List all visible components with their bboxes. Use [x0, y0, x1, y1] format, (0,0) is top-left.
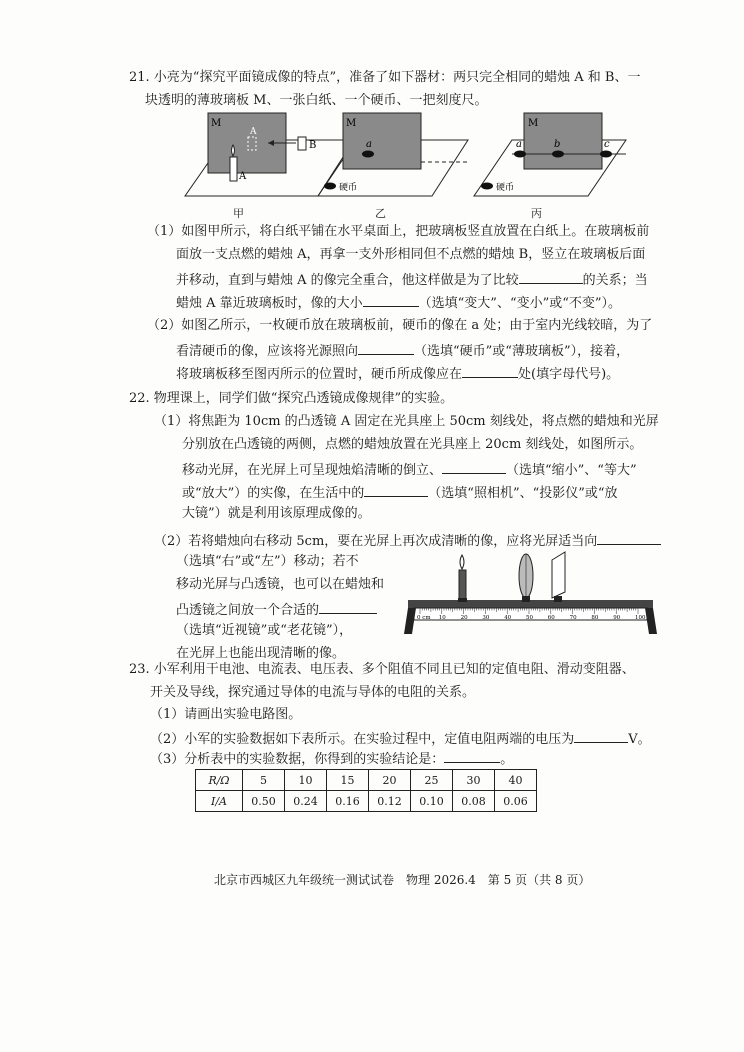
table-cell: 0.08: [453, 791, 495, 812]
ruler-tick-label: 80: [591, 615, 599, 621]
q22-part1-line4: 或“放大”）的实像，在生活中的 （选填“照相机”、“投影仪”或“放: [182, 486, 618, 501]
q22-part1-line5: 大镜”）就是利用该原理成像的。: [182, 506, 371, 521]
q23-part1: （1）请画出实验电路图。: [150, 707, 302, 722]
candle: [458, 555, 467, 602]
table-row: [196, 791, 537, 812]
page-footer: 北京市西城区九年级统一测试试卷 物理 2026.4 第 5 页（共 8 页）: [214, 873, 591, 887]
q21-part2-line3: 将玻璃板移至图丙所示的位置时，硬币所成像应在 处(填字母代号)。: [176, 367, 620, 382]
table-cell: 25: [411, 770, 453, 791]
figure-caption-jia: 甲: [233, 207, 244, 220]
point-label-c: c: [604, 139, 610, 150]
table-cell: 0.50: [243, 791, 285, 812]
answer-blank: [442, 461, 506, 474]
convex-lens: [519, 554, 533, 602]
coin-label: 硬币: [339, 183, 358, 193]
figure-caption-bing: 丙: [531, 207, 542, 220]
q23-stem-line2: 开关及导线，探究通过导体的电流与导体的电阻的关系。: [150, 685, 476, 700]
answer-blank: [597, 532, 661, 545]
q22-part1-line2: 分别放在凸透镜的两侧，点燃的蜡烛放置在光具座上 20cm 刻线处，如图所示。: [182, 437, 643, 452]
q22-part1-line1: （1）将焦距为 10cm 的凸透镜 A 固定在光具座上 50cm 刻线处，将点燃的蜡烛和光屏: [154, 414, 659, 429]
optical-bench-figure: [400, 548, 660, 638]
ruler-tick-label: 30: [482, 615, 490, 621]
ruler-tick-label: 20: [460, 615, 468, 621]
table-cell: 10: [285, 770, 327, 791]
mirror-experiment-figure: [0, 104, 744, 219]
table-cell: 5: [243, 770, 285, 791]
mirror-label-M: M: [346, 118, 357, 129]
table-row-label: I/A: [196, 791, 243, 812]
ruler-tick-label: 60: [547, 615, 555, 621]
point-label-a: a: [516, 139, 522, 150]
answer-blank: [364, 484, 428, 497]
table-cell: 0.24: [285, 791, 327, 812]
candle-label-A: A: [239, 171, 247, 182]
table-cell: 20: [369, 770, 411, 791]
ruler-tick-label: 50: [526, 615, 533, 621]
coin-label: 硬币: [496, 183, 515, 193]
q22-part2-line2: （选填“右”或“左”）移动；若不: [176, 554, 359, 569]
table-cell: 0.12: [369, 791, 411, 812]
point-label-b: b: [554, 139, 561, 150]
q22-part2-line3: 移动光屏与凸透镜，也可以在蜡烛和: [176, 577, 385, 592]
q22-stem: 22. 物理课上，同学们做“探究凸透镜成像规律”的实验。: [129, 391, 454, 406]
q22-part2-line4: 凸透镜之间放一个合适的: [176, 601, 377, 617]
table-cell: 30: [453, 770, 495, 791]
table-cell: 15: [327, 770, 369, 791]
table-row: [196, 770, 537, 791]
q21-stem-line2: 块透明的薄玻璃板 M、一张白纸、一个硬币、一把刻度尺。: [145, 93, 488, 108]
table-cell: 0.06: [495, 791, 537, 812]
mirror-label-M: M: [211, 118, 222, 129]
figure-bing: [474, 113, 626, 196]
light-screen: [552, 552, 565, 602]
table-row-label: R/Ω: [196, 770, 243, 791]
q22-part2-line1: （2）若将蜡烛向右移动 5cm，要在光屏上再次成清晰的像，应将光屏适当向: [154, 532, 661, 548]
q21-part1-line4: 蜡烛 A 靠近玻璃板时，像的大小 （选填“变大”、“变小”或“不变”）。: [176, 296, 622, 311]
table-cell: 0.10: [411, 791, 453, 812]
q21-part1-line1: （1）如图甲所示，将白纸平铺在水平桌面上，把玻璃板竖直放置在白纸上。在玻璃板前: [147, 224, 650, 239]
point-label-a: a: [366, 139, 372, 150]
figure-caption-yi: 乙: [375, 207, 386, 220]
answer-blank: [358, 342, 414, 355]
table-cell: 40: [495, 770, 537, 791]
q22-part2-line6: 在光屏上也能出现清晰的像。: [176, 646, 346, 661]
ruler-tick-label: 90: [613, 615, 621, 621]
ruler-tick-label: 70: [569, 615, 577, 621]
q21-stem-line1: 21. 小亮为“探究平面镜成像的特点”，准备了如下器材：两只完全相同的蜡烛 A 和 B、一: [129, 70, 641, 85]
q23-part3: （3）分析表中的实验数据，你得到的实验结论是： 。: [150, 752, 514, 767]
q23-part2: （2）小军的实验数据如下表所示。在实验过程中，定值电阻两端的电压为 V。: [150, 732, 651, 747]
q21-part2-line2: 看清硬币的像，应该将光源照向 （选填“硬币”或“薄玻璃板”），接着，: [176, 344, 630, 359]
resistance-current-table: [195, 769, 537, 812]
candle-label-B: B: [309, 140, 317, 151]
mirror-label-M: M: [528, 118, 539, 129]
q21-part1-line2: 面放一支点燃的蜡烛 A，再拿一支外形相同但不点燃的蜡烛 B，竖立在玻璃板后面: [176, 247, 646, 262]
ruler-tick-label: 0 cm: [417, 615, 431, 621]
figure-yi: [318, 113, 468, 196]
q21-part2-line1: （2）如图乙所示，一枚硬币放在玻璃板前，硬币的像在 a 处；由于室内光线较暗，为了: [147, 318, 653, 333]
answer-blank: [519, 271, 583, 284]
q21-part1-line3: 并移动，直到与蜡烛 A 的像完全重合，他这样做是为了比较 的关系；当: [176, 273, 648, 288]
q23-stem-line1: 23. 小军利用干电池、电流表、电压表、多个阻值不同且已知的定值电阻、滑动变阻器、: [129, 662, 635, 677]
answer-blank: [319, 601, 377, 614]
answer-blank: [363, 294, 419, 307]
ruler-tick-label: 40: [504, 615, 512, 621]
svg-text:A: A: [250, 127, 257, 137]
table-cell: 0.16: [327, 791, 369, 812]
answer-blank: [574, 730, 628, 743]
answer-blank: [462, 365, 518, 378]
q22-part1-line3: 移动光屏，在光屏上可呈现烛焰清晰的倒立、 （选填“缩小”、“等大”: [182, 463, 637, 478]
q22-part2-line5: （选填“近视镜”或“老花镜”），: [176, 623, 353, 638]
ruler-tick-label: 100: [635, 615, 646, 621]
ruler-tick-label: 10: [438, 615, 446, 621]
answer-blank: [444, 750, 500, 763]
